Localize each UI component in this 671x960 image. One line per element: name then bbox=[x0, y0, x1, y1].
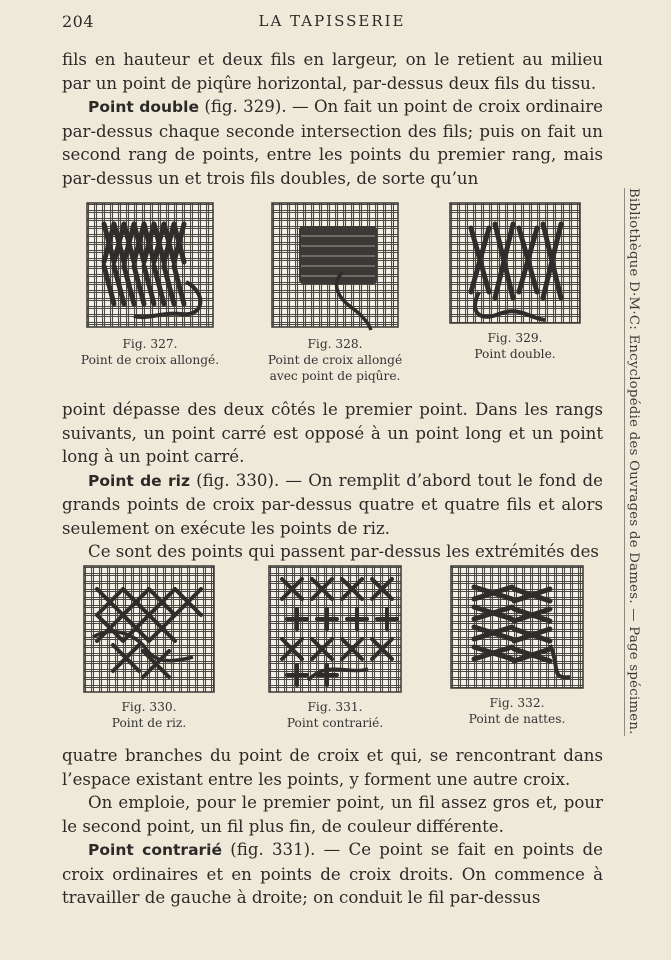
figure-327-illustration bbox=[86, 202, 214, 332]
side-note-text: Bibliothèque D·M·C: Encyclopédie des Ouvrages de Dames. — Page spécimen. bbox=[626, 188, 641, 735]
term-point-de-riz: Point de riz bbox=[88, 471, 190, 490]
figure-caption: Point contrarié. bbox=[286, 716, 384, 730]
figure-number: Fig. 330. bbox=[121, 700, 177, 714]
page-number: 204 bbox=[62, 12, 95, 31]
paragraph: On emploie, pour le premier point, un fil assez gros et, pour le second point, un fil plus fin, de couleur différente. bbox=[62, 793, 603, 836]
figure-332 bbox=[437, 565, 597, 727]
figure-number: Fig. 328. bbox=[307, 337, 363, 351]
running-title: LA TAPISSERIE bbox=[258, 12, 406, 30]
figure-caption: Point double. bbox=[474, 347, 556, 361]
figure-331-illustration bbox=[268, 565, 402, 695]
paragraph: fils en hauteur et deux fils en largeur, on le retient au milieu par un point de piqûre horizontal, par-dessus deux fils du tissu. bbox=[62, 50, 603, 93]
paragraph: Point contrarié (fig. 331). — Ce point se fait en points de croix ordinaires et en points de croix droits. On commence à travailler de gauche à droite; on conduit le fil par-dessus bbox=[62, 840, 603, 907]
figure-caption-line2: avec point de piqûre. bbox=[269, 369, 401, 383]
term-point-contrarie: Point contrarié bbox=[88, 841, 223, 859]
side-note bbox=[625, 188, 641, 736]
figure-331 bbox=[255, 565, 415, 731]
figure-330 bbox=[74, 565, 224, 731]
figure-327 bbox=[70, 202, 230, 368]
page-header bbox=[62, 12, 602, 38]
figure-caption: Point de riz. bbox=[111, 716, 187, 730]
paragraph: point dépasse des deux côtés le premier point. Dans les rangs suivants, un point carré est opposé à un point long et un point long à un point carré. bbox=[62, 400, 603, 466]
text-section-1 bbox=[62, 48, 603, 190]
figure-328 bbox=[250, 202, 420, 384]
figure-number: Fig. 331. bbox=[307, 700, 363, 714]
text-section-2 bbox=[62, 398, 603, 564]
figure-caption: Point de nattes. bbox=[468, 712, 566, 726]
figure-328-illustration bbox=[271, 202, 399, 332]
figure-caption: Point de croix allongé bbox=[267, 353, 403, 367]
paragraph: Ce sont des points qui passent par-dessus les extrémités des bbox=[88, 542, 599, 561]
paragraph: Point double (fig. 329). — On fait un point de croix ordinaire par-dessus chaque seconde intersection des fils; puis on fait un second rang de points, entre les points du premier rang, mais par-dessus un et trois fils doubles, de sorte qu’un bbox=[62, 97, 603, 188]
text-section-3 bbox=[62, 744, 603, 910]
figure-number: Fig. 332. bbox=[489, 696, 545, 710]
figure-number: Fig. 329. bbox=[487, 331, 543, 345]
figure-330-illustration bbox=[83, 565, 215, 695]
figure-329 bbox=[440, 202, 590, 362]
paragraph: quatre branches du point de croix et qui, se rencontrant dans l’espace existant entre les points, y forment une autre croix. bbox=[62, 746, 603, 789]
term-point-double: Point double bbox=[88, 98, 199, 116]
figure-number: Fig. 327. bbox=[122, 337, 178, 351]
paragraph: Point de riz (fig. 330). — On remplit d’abord tout le fond de grands points de croix par-dessus quatre et quatre fils et alors seulement on exécute les points de riz. bbox=[62, 470, 603, 538]
figure-329-illustration bbox=[449, 202, 581, 326]
figure-caption: Point de croix allongé. bbox=[80, 353, 220, 367]
figure-332-illustration bbox=[450, 565, 584, 691]
